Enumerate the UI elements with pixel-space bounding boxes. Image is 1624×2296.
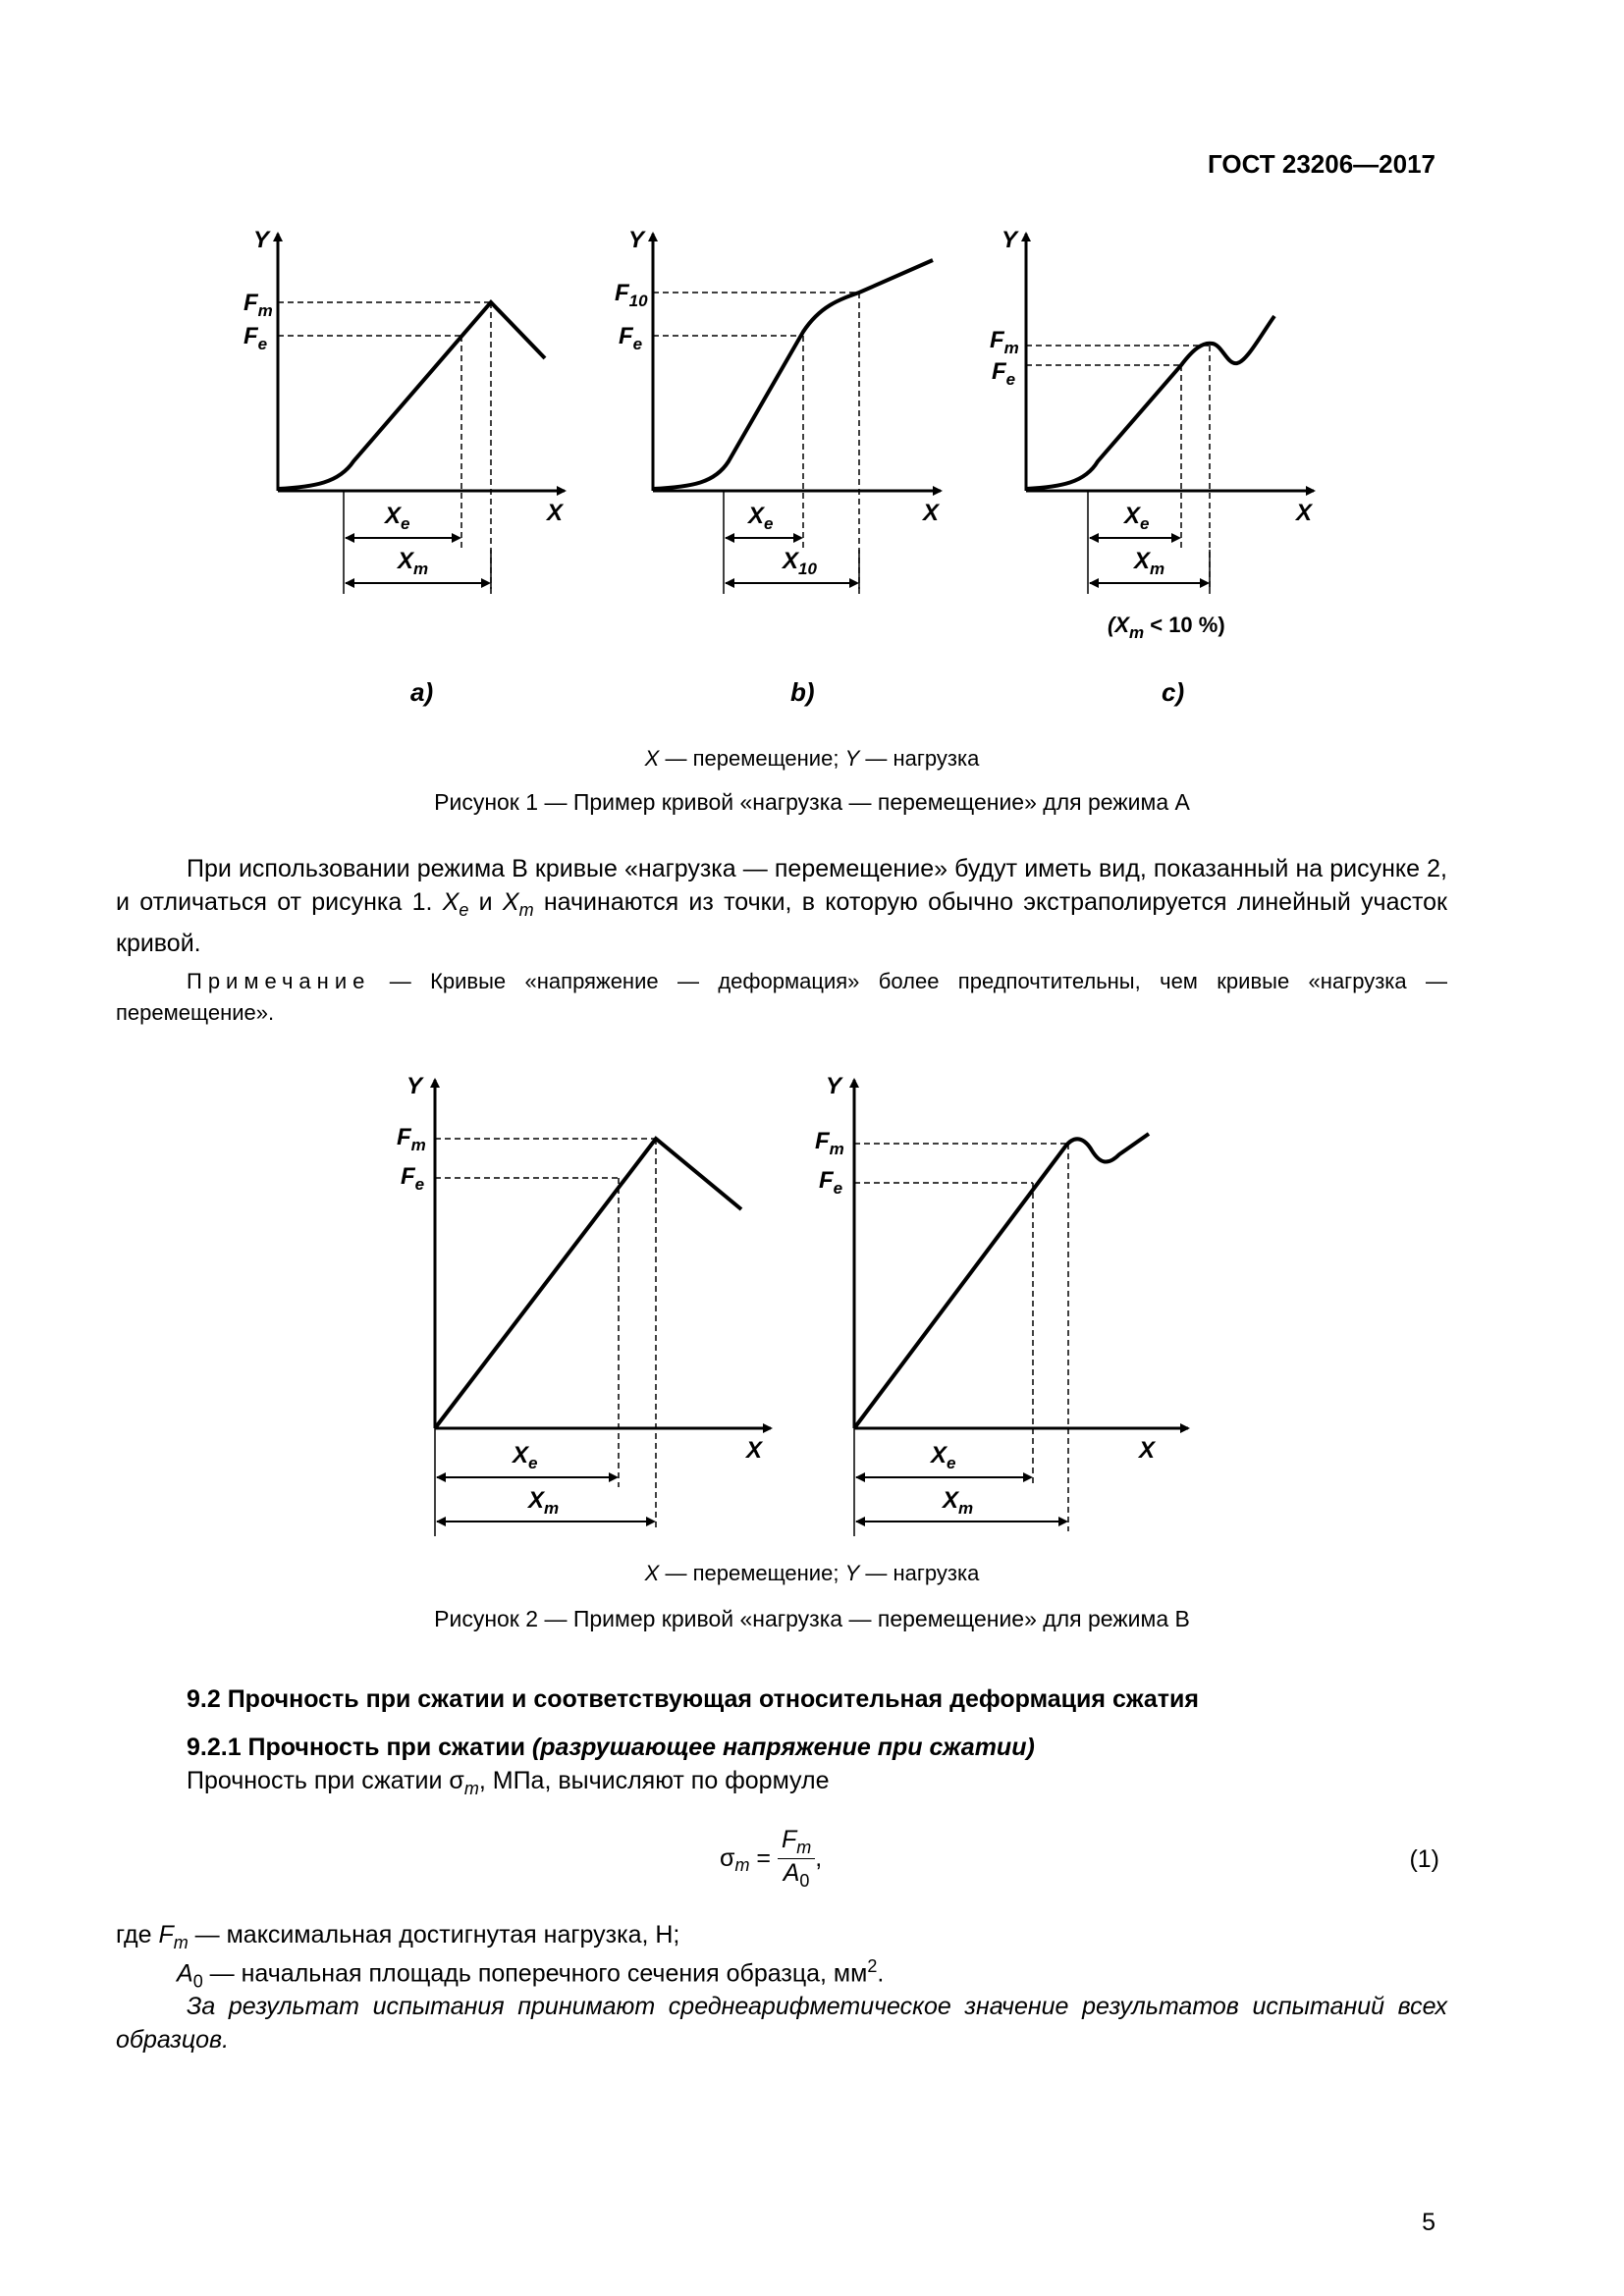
svg-text:X: X (746, 1437, 763, 1464)
figure-1-panel-a (244, 227, 565, 707)
panel-a-label: a) (410, 677, 434, 707)
svg-text:Fm: $F_m$ (990, 327, 1019, 357)
svg-text:Xm: $X_m$ (528, 1487, 560, 1518)
figure-2-panel-right (815, 1073, 1188, 1536)
load-curve (435, 1139, 741, 1428)
y-axis-label: Y (253, 227, 270, 253)
page-number: 5 (1422, 2209, 1435, 2236)
svg-text:Xm: $X_m$ (1134, 548, 1165, 578)
svg-text:Fm: $F_m$ (244, 290, 273, 320)
result-note: За результат испытания принимают среднеарифметическое значение результатов испытаний всех образцов. (116, 1993, 1447, 2054)
panel-c-note: ($X_m < 10$ %) (1108, 613, 1225, 642)
figure-1-panel-b (615, 227, 941, 707)
svg-text:Xe: $X_e$ (748, 503, 774, 533)
panel-b-label: b) (790, 677, 815, 707)
svg-text:Y: Y (1001, 227, 1018, 253)
svg-text:Fm: $F_m$ (397, 1124, 426, 1154)
where-fm: где $F_m$ — максимальная достигнутая нагрузка, Н; (116, 1921, 680, 1952)
svg-text:X: X (923, 500, 940, 526)
svg-text:Fe: $F_e$ (244, 323, 268, 353)
svg-text:X: X (1139, 1437, 1156, 1464)
figure-1-panel-c (990, 227, 1314, 707)
svg-text:Y: Y (406, 1073, 423, 1099)
formula-intro: Прочность при сжатии $\sigma_m$, МПа, вычисляют по формуле (187, 1767, 830, 1798)
document-id: ГОСТ 23206—2017 (1208, 149, 1435, 179)
figure-2-legend: X — перемещение; Y — нагрузка (644, 1561, 980, 1585)
svg-text:Y: Y (628, 227, 645, 253)
panel-c-label: c) (1162, 677, 1185, 707)
svg-text:Xe: $X_e$ (1124, 503, 1150, 533)
figure-1-caption: Рисунок 1 — Пример кривой «нагрузка — перемещение» для режима А (434, 789, 1190, 815)
svg-text:Y: Y (826, 1073, 842, 1099)
svg-text:Xe: $X_e$ (513, 1442, 538, 1472)
svg-text:X10: $X_{10}$ (783, 548, 817, 578)
svg-text:Xm: $X_m$ (398, 548, 429, 578)
body-paragraph: При использовании режима В кривые «нагрузка — перемещение» будут иметь вид, показанный на рисунке 2, и отличаться от рисунка 1. $X_e$ и $X_m$ начинаются из точки, в которую обычно экстраполируется линейный участок кривой. (116, 855, 1447, 957)
figure-2-caption: Рисунок 2 — Пример кривой «нагрузка — перемещение» для режима В (434, 1606, 1190, 1631)
note: Примечание — Кривые «напряжение — деформация» более предпочтительны, чем кривые «нагрузка — перемещение». (116, 969, 1447, 1025)
formula-number: (1) (1409, 1845, 1439, 1873)
load-curve (653, 260, 933, 489)
figure-2 (0, 1060, 1624, 1561)
svg-text:Fe: $F_e$ (819, 1167, 843, 1198)
svg-text:X: X (1296, 500, 1313, 526)
load-curve (1026, 316, 1274, 489)
figure-2-panel-left (397, 1073, 771, 1536)
figure-1-legend: X — перемещение; Y — нагрузка (644, 746, 980, 771)
svg-text:Fe: $F_e$ (619, 323, 643, 353)
svg-text:Xm: $X_m$ (943, 1487, 974, 1518)
load-curve (854, 1134, 1149, 1428)
svg-text:Fe: $F_e$ (992, 358, 1016, 389)
svg-text:Xe: $X_e$ (931, 1442, 956, 1472)
section-heading-9-2-1: 9.2.1 Прочность при сжатии (разрушающее напряжение при сжатии) (187, 1734, 1035, 1761)
section-heading-9-2: 9.2 Прочность при сжатии и соответствующая относительная деформация сжатия (187, 1685, 1199, 1713)
formula: $\sigma_m$ = $\frac{F_m}{A_0}$ , (720, 1826, 823, 1891)
svg-text:Fm: $F_m$ (815, 1128, 844, 1158)
figure-1 (0, 0, 1624, 746)
load-curve (278, 302, 545, 489)
svg-text:F10: $F_{10}$ (615, 280, 648, 310)
where-a0: $A_0$ — начальная площадь поперечного сечения образца, $мм^2$. (177, 1956, 885, 1992)
svg-text:Xe: $X_e$ (385, 503, 410, 533)
x-axis-label: X (547, 500, 564, 526)
svg-text:Fe: $F_e$ (401, 1163, 425, 1194)
